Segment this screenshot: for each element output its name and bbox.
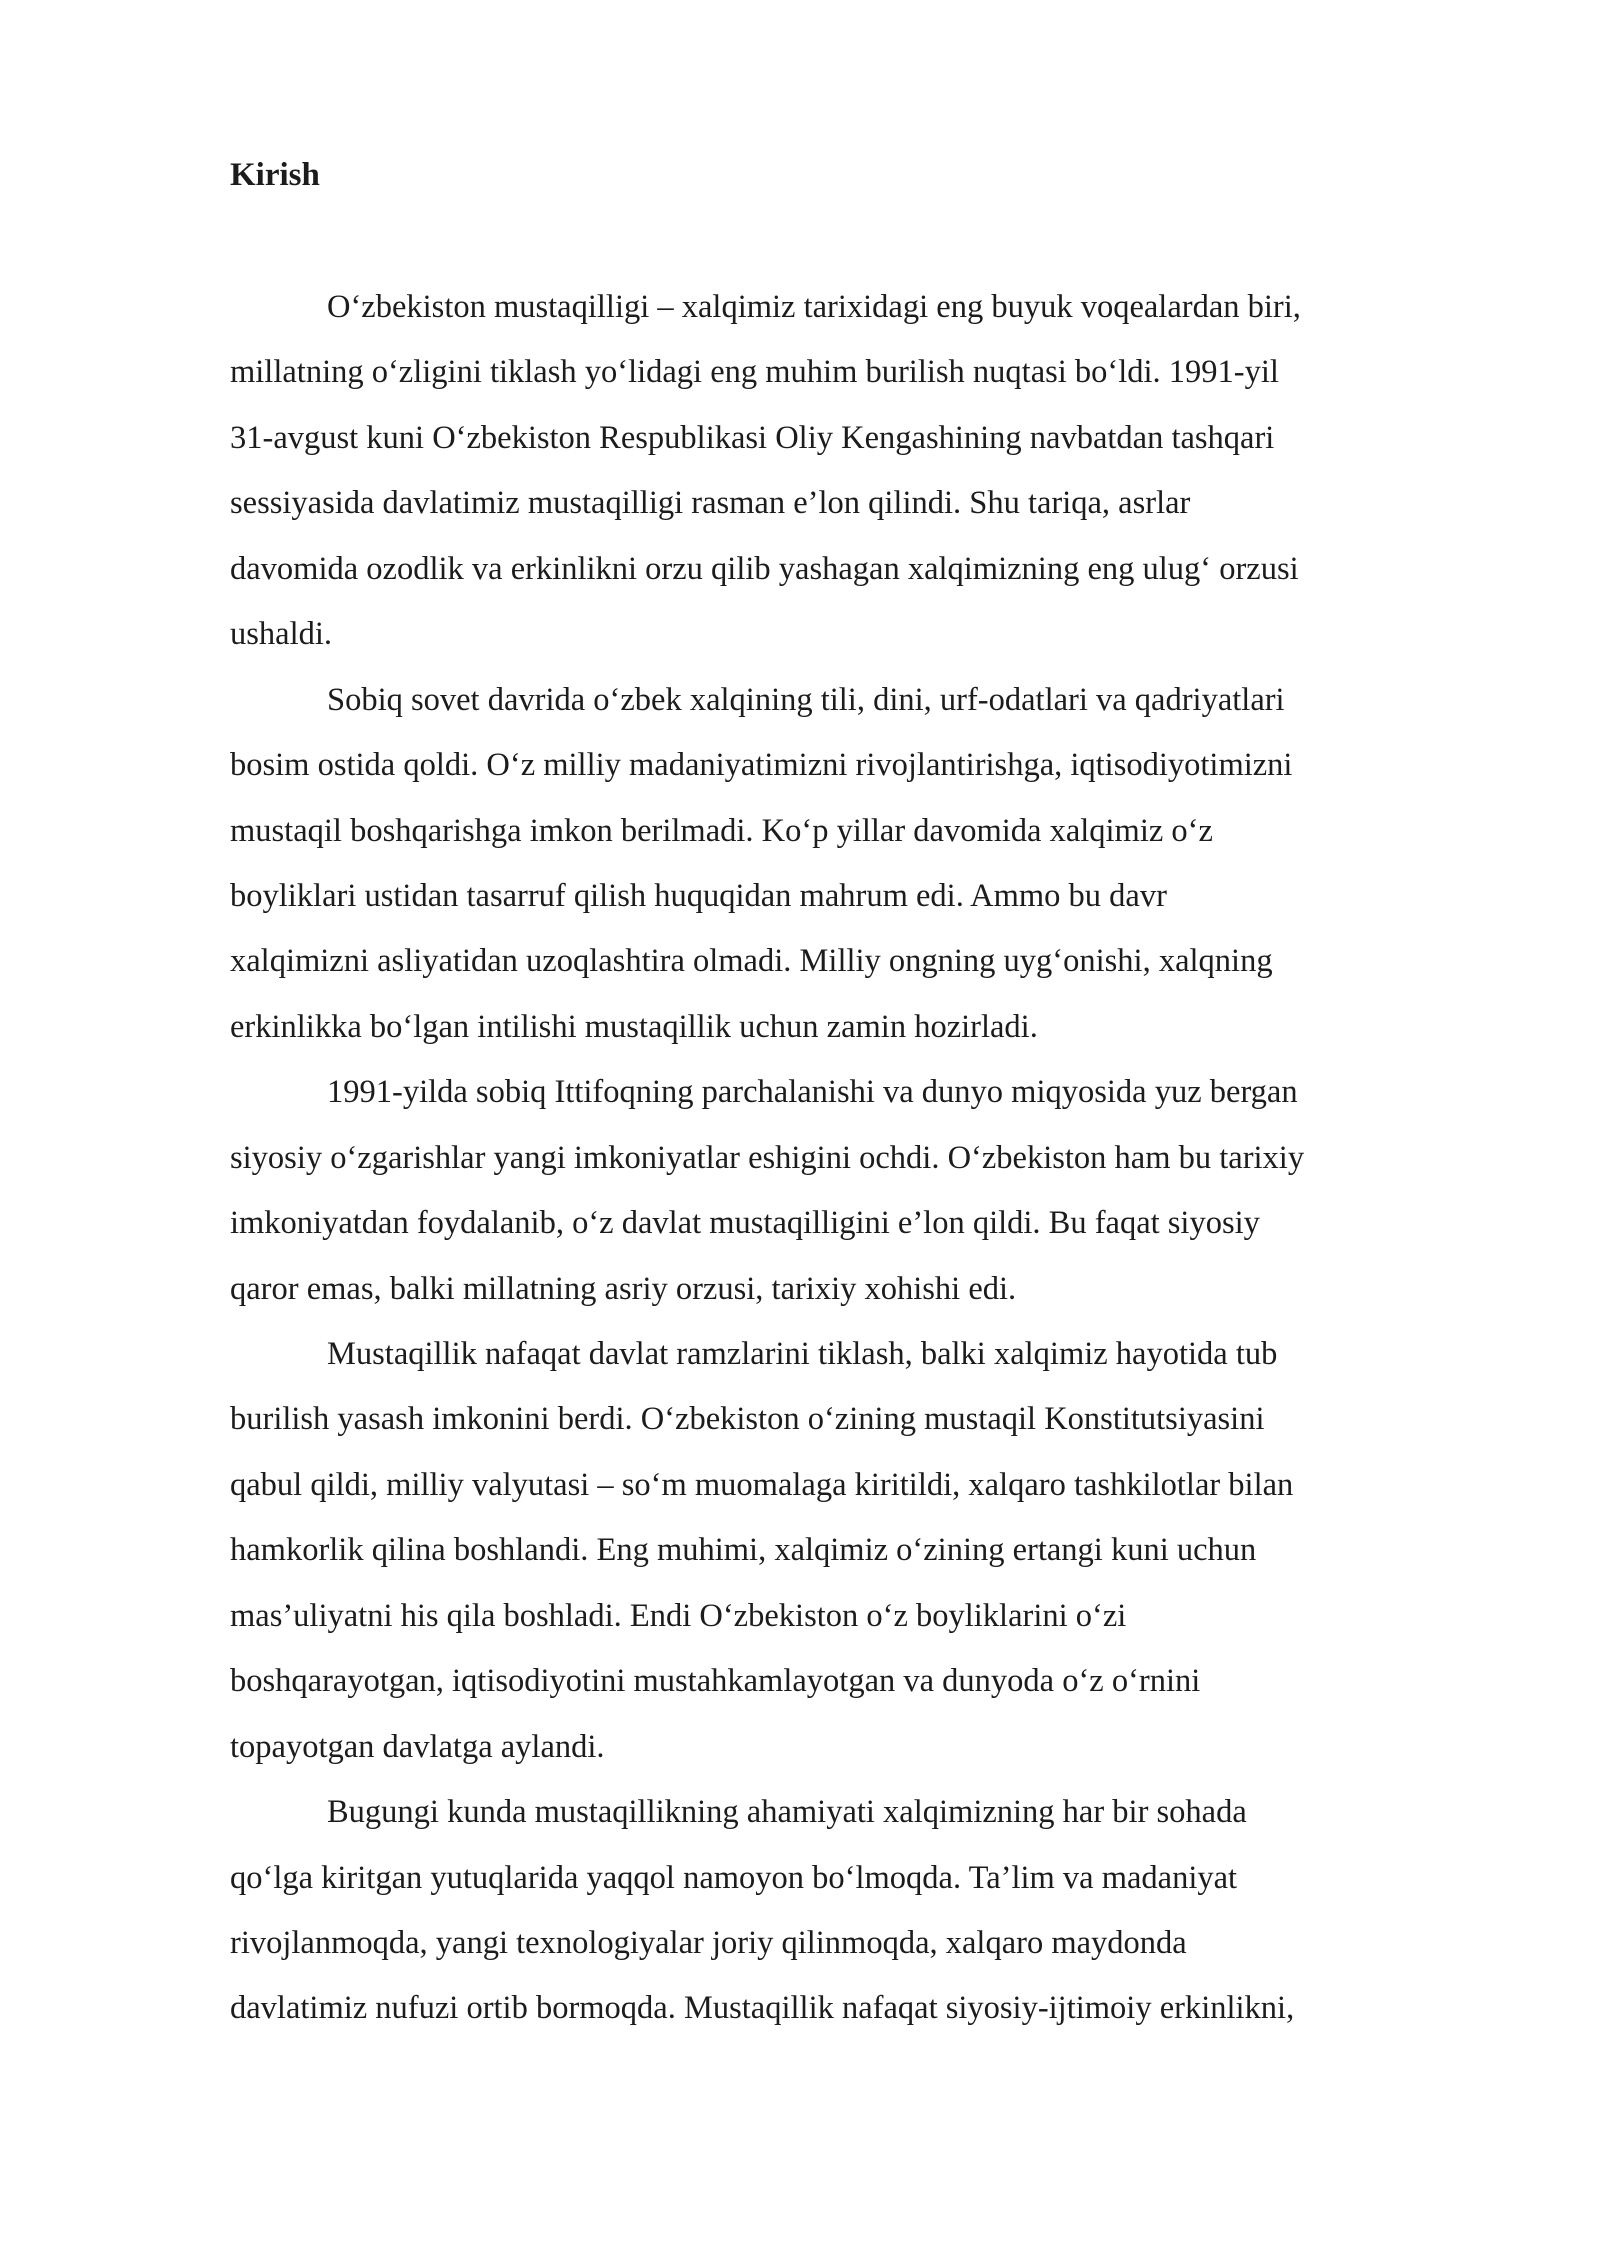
paragraph-line: xalqimizni asliyatidan uzoqlashtira olmadi. Milliy ongning uyg‘onishi, xalqning [230,943,1273,980]
paragraph-line: 31-avgust kuni O‘zbekiston Respublikasi Oliy Kengashining navbatdan tashqari [230,419,1275,456]
paragraph-line: rivojlanmoqda, yangi texnologiyalar joriy qilinmoqda, xalqaro maydonda [230,1924,1187,1961]
paragraph-line: Mustaqillik nafaqat davlat ramzlarini tiklash, balki xalqimiz hayotida tub [327,1336,1278,1372]
paragraph-line: mas’uliyatni his qila boshladi. Endi O‘zbekiston o‘z boyliklarini o‘zi [230,1597,1127,1634]
paragraph-line: boshqarayotgan, iqtisodiyotini mustahkamlayotgan va dunyoda o‘z o‘rnini [230,1663,1201,1700]
paragraph-line: siyosiy o‘zgarishlar yangi imkoniyatlar eshigini ochdi. O‘zbekiston ham bu tarixiy [230,1139,1305,1176]
paragraph-line: topayotgan davlatga aylandi. [230,1728,605,1765]
paragraph-line: Sobiq sovet davrida o‘zbek xalqining tili, dini, urf-odatlari va qadriyatlari [327,681,1285,718]
paragraph-line: 1991-yilda sobiq Ittifoqning parchalanishi va dunyo miqyosida yuz bergan [327,1074,1298,1111]
paragraph [230,1780,1530,2042]
paragraph-line: boyliklari ustidan tasarruf qilish huquqidan mahrum edi. Ammo bu davr [230,877,1167,914]
paragraph-line: burilish yasash imkonini berdi. O‘zbekiston o‘zining mustaqil Konstitutsiyasini [230,1401,1265,1438]
paragraph-line: mustaqil boshqarishga imkon berilmadi. Ko‘p yillar davomida xalqimiz o‘z [230,812,1213,849]
paragraph [230,1060,1530,1322]
section-heading: Kirish [230,157,320,193]
paragraph-line: qo‘lga kiritgan yutuqlarida yaqqol namoyon bo‘lmoqda. Ta’lim va madaniyat [230,1859,1238,1896]
paragraph-line: hamkorlik qilina boshlandi. Eng muhimi, xalqimiz o‘zining ertangi kuni uchun [230,1532,1257,1569]
paragraph-line: davomida ozodlik va erkinlikni orzu qilib yashagan xalqimizning eng ulug‘ orzusi [230,550,1299,587]
paragraph [230,1322,1530,1780]
document-body [230,275,1530,2042]
paragraph-line: erkinlikka bo‘lgan intilishi mustaqillik uchun zamin hozirladi. [230,1008,1038,1045]
paragraph [230,668,1530,1061]
paragraph-line: qaror emas, balki millatning asriy orzusi, tarixiy xohishi edi. [230,1270,1017,1307]
paragraph-line: davlatimiz nufuzi ortib bormoqda. Mustaqillik nafaqat siyosiy-ijtimoiy erkinlikni, [230,1990,1295,2027]
paragraph-line: millatning o‘zligini tiklash yo‘lidagi eng muhim burilish nuqtasi bo‘ldi. 1991-yil [230,354,1279,391]
paragraph-line: sessiyasida davlatimiz mustaqilligi rasman e’lon qilindi. Shu tariqa, asrlar [230,485,1191,522]
paragraph [230,275,1530,668]
paragraph-line: imkoniyatdan foydalanib, o‘z davlat mustaqilligini e’lon qildi. Bu faqat siyosiy [230,1205,1260,1242]
paragraph-line: O‘zbekiston mustaqilligi – xalqimiz tarixidagi eng buyuk voqealardan biri, [327,289,1301,325]
paragraph-line: qabul qildi, milliy valyutasi – so‘m muomalaga kiritildi, xalqaro tashkilotlar bilan [230,1466,1294,1503]
paragraph-line: ushaldi. [230,616,333,653]
paragraph-line: bosim ostida qoldi. O‘z milliy madaniyatimizni rivojlantirishga, iqtisodiyotimizni [230,747,1293,784]
paragraph-line: Bugungi kunda mustaqillikning ahamiyati xalqimizning har bir sohada [327,1794,1247,1831]
